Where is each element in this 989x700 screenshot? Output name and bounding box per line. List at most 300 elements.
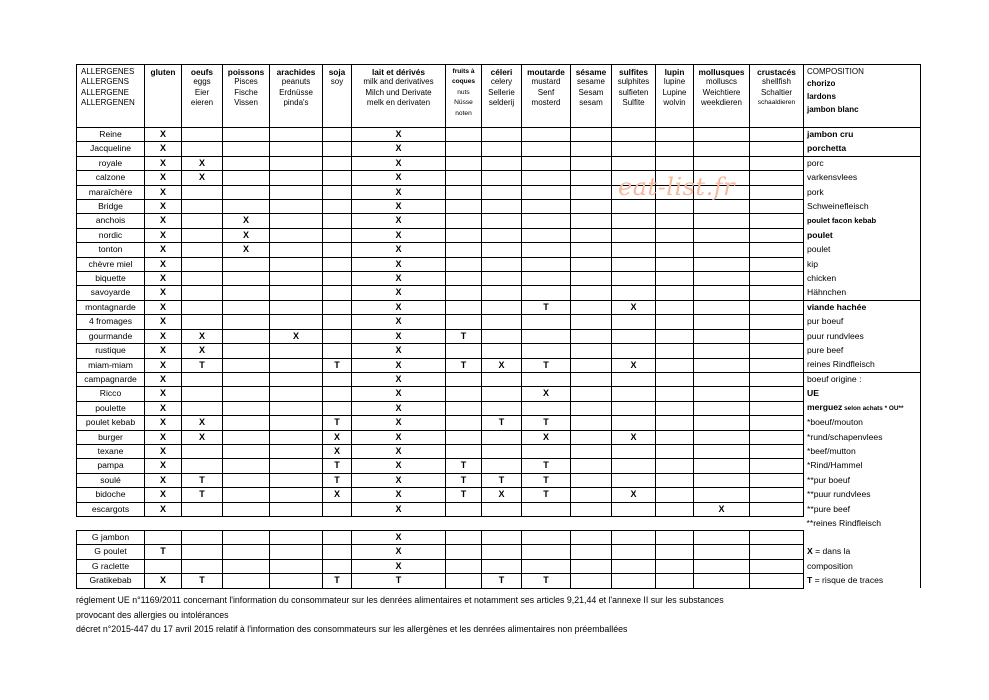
allergen-mark [612, 545, 656, 559]
product-name: royale [77, 156, 145, 170]
allergen-mark: T [182, 574, 223, 588]
allergen-mark [750, 502, 804, 516]
allergen-mark [270, 416, 323, 430]
composition-text: porchetta [807, 143, 847, 154]
allergen-mark: X [694, 502, 750, 516]
allergen-mark [522, 372, 571, 386]
allergen-mark [612, 387, 656, 401]
allergen-mark [656, 574, 694, 588]
allergen-header [522, 65, 571, 128]
allergen-mark [612, 257, 656, 271]
allergen-mark [750, 329, 804, 343]
legend-symbol: X [807, 546, 813, 557]
allergen-mark [482, 214, 522, 228]
product-name: anchois [77, 214, 145, 228]
allergen-mark [270, 128, 323, 142]
allergen-mark [694, 473, 750, 487]
product-name: soulé [77, 473, 145, 487]
composition-text: **pur boeuf [807, 474, 851, 485]
allergen-mark [323, 315, 352, 329]
allergen-translation: Fische [234, 87, 258, 97]
allergen-mark [571, 530, 612, 544]
product-name: calzone [77, 171, 145, 185]
composition-line [804, 214, 921, 228]
product-name: G poulet [77, 545, 145, 559]
spacer-cell [182, 516, 223, 530]
allergen-mark [750, 272, 804, 286]
allergen-mark [612, 272, 656, 286]
allergen-mark [482, 344, 522, 358]
allergen-mark [694, 257, 750, 271]
allergen-mark [571, 214, 612, 228]
allergen-translation: melk en derivaten [366, 98, 431, 108]
allergen-mark [270, 530, 323, 544]
allergen-mark: T [323, 358, 352, 372]
allergen-mark [270, 156, 323, 170]
allergen-mark: X [482, 488, 522, 502]
product-row [77, 243, 921, 257]
allergen-mark: T [522, 574, 571, 588]
allergen-translation: nuts [457, 88, 470, 96]
note-line-3: décret n°2015-447 du 17 avril 2015 relatif à l'information des consommateurs sur les allergènes et les denrées alimentaires non préemballées [76, 624, 628, 635]
allergen-mark [656, 300, 694, 314]
composition-text: poulet [807, 244, 831, 255]
allergen-mark [270, 214, 323, 228]
product-name: rustique [77, 344, 145, 358]
allergen-mark: X [145, 502, 182, 516]
allergen-mark [750, 401, 804, 415]
allergen-translation: schaaldieren [757, 99, 796, 107]
allergen-mark [323, 142, 352, 156]
product-row [77, 142, 921, 156]
allergen-mark [656, 315, 694, 329]
allergen-mark [270, 344, 323, 358]
allergen-mark [182, 387, 223, 401]
allergen-mark [446, 387, 482, 401]
allergen-title: moutarde [527, 67, 565, 77]
allergen-mark: T [352, 574, 446, 588]
composition-line [804, 401, 921, 415]
composition-text: chicken [807, 273, 837, 284]
allergen-mark: X [352, 559, 446, 573]
allergen-mark [750, 214, 804, 228]
allergen-mark [750, 243, 804, 257]
allergen-mark: X [182, 430, 223, 444]
allergen-mark [323, 329, 352, 343]
allergen-mark [182, 257, 223, 271]
allergen-translation: Schaltier [760, 87, 793, 97]
allergen-mark [223, 128, 270, 142]
allergen-mark: X [145, 488, 182, 502]
allergen-mark [182, 444, 223, 458]
allergen-header [446, 65, 482, 128]
allergen-mark [223, 358, 270, 372]
allergen-mark [270, 200, 323, 214]
allergen-translation: mustard [531, 77, 561, 87]
allergen-mark: T [446, 358, 482, 372]
legend-line [804, 574, 921, 588]
allergen-mark: X [145, 574, 182, 588]
allergen-mark [446, 372, 482, 386]
allergen-mark [571, 444, 612, 458]
allergen-mark [750, 430, 804, 444]
allergen-mark [612, 344, 656, 358]
allergen-mark [694, 559, 750, 573]
allergen-translation: weekdieren [701, 98, 742, 108]
allergen-mark: X [352, 300, 446, 314]
allergen-mark [750, 315, 804, 329]
product-row [77, 272, 921, 286]
product-row [77, 387, 921, 401]
allergen-translation: Senf [537, 87, 555, 97]
allergen-mark [571, 257, 612, 271]
allergen-mark: X [145, 171, 182, 185]
allergen-mark [694, 358, 750, 372]
allergen-mark [223, 200, 270, 214]
allergen-mark: T [182, 473, 223, 487]
allergen-header [323, 65, 352, 128]
allergen-mark [522, 401, 571, 415]
allergen-mark: X [145, 243, 182, 257]
allergen-mark: X [182, 156, 223, 170]
product-row [77, 530, 921, 544]
allergen-mark [270, 387, 323, 401]
allergen-mark [223, 185, 270, 199]
allergen-translation: celery [490, 77, 513, 87]
allergen-mark [612, 315, 656, 329]
product-name: montagnarde [77, 300, 145, 314]
allergen-mark [656, 200, 694, 214]
allergen-mark [750, 142, 804, 156]
allergen-mark: X [352, 286, 446, 300]
allergen-mark: X [270, 329, 323, 343]
product-row [77, 430, 921, 444]
allergen-mark [656, 156, 694, 170]
allergen-mark: X [182, 344, 223, 358]
composition-line [804, 315, 921, 329]
allergen-mark: X [352, 488, 446, 502]
allergen-mark: X [352, 372, 446, 386]
note-line-2: provocant des allergies ou intolérances [76, 609, 229, 620]
product-row [77, 185, 921, 199]
regulation-notes [76, 593, 836, 637]
allergen-mark [571, 315, 612, 329]
allergen-mark [656, 502, 694, 516]
composition-line [804, 516, 921, 530]
allergen-mark [446, 272, 482, 286]
allergen-mark [323, 300, 352, 314]
allergen-mark [482, 530, 522, 544]
allergen-mark [182, 300, 223, 314]
allergen-translation: Lupine [662, 87, 687, 97]
header-row [77, 65, 921, 128]
composition-line [804, 344, 921, 358]
allergen-mark: X [145, 329, 182, 343]
legend-line [804, 559, 921, 573]
allergen-mark: T [323, 416, 352, 430]
product-row [77, 473, 921, 487]
composition-text: kip [807, 258, 818, 269]
allergens-corner-header [77, 65, 145, 128]
allergen-mark [522, 286, 571, 300]
composition-text: varkensvlees [807, 172, 858, 183]
allergen-mark [656, 430, 694, 444]
allergen-mark [482, 559, 522, 573]
allergen-mark [571, 185, 612, 199]
allergen-title: lupin [664, 67, 685, 77]
allergen-mark [656, 530, 694, 544]
spacer-cell [612, 516, 656, 530]
allergen-mark: X [145, 372, 182, 386]
allergen-mark [182, 214, 223, 228]
spacer-cell [270, 516, 323, 530]
allergen-mark: X [145, 185, 182, 199]
allergen-mark: T [446, 329, 482, 343]
allergen-mark [182, 502, 223, 516]
allergen-mark [323, 372, 352, 386]
allergen-mark [482, 459, 522, 473]
allergen-mark [323, 530, 352, 544]
allergen-mark [571, 387, 612, 401]
allergen-translation: sesame [576, 77, 605, 87]
allergen-mark [446, 142, 482, 156]
allergen-mark [223, 344, 270, 358]
allergen-mark [522, 142, 571, 156]
allergen-mark [612, 372, 656, 386]
spacer-cell [656, 516, 694, 530]
allergen-mark [656, 358, 694, 372]
allergen-mark [656, 444, 694, 458]
product-name: 4 fromages [77, 315, 145, 329]
allergen-table [76, 64, 921, 589]
allergen-title: arachides [276, 67, 316, 77]
composition-line [804, 142, 921, 156]
allergen-mark [612, 459, 656, 473]
allergen-mark [694, 300, 750, 314]
allergen-mark: X [145, 214, 182, 228]
product-name: Gratikebab [77, 574, 145, 588]
allergen-mark: T [145, 545, 182, 559]
allergen-mark [694, 128, 750, 142]
allergen-mark [522, 329, 571, 343]
allergen-mark [571, 545, 612, 559]
allergen-translation: shellfish [762, 77, 791, 87]
allergen-mark [694, 142, 750, 156]
spacer-cell [750, 516, 804, 530]
allergen-translation: eggs [193, 77, 211, 87]
product-row [77, 372, 921, 386]
allergen-mark [656, 459, 694, 473]
allergen-mark: T [522, 488, 571, 502]
allergen-translation: eieren [190, 98, 214, 108]
allergen-translation: lupine [663, 77, 686, 87]
allergen-mark [223, 387, 270, 401]
allergen-mark: X [352, 185, 446, 199]
allergen-mark [270, 559, 323, 573]
product-name: Reine [77, 128, 145, 142]
allergen-mark [694, 488, 750, 502]
allergen-mark [612, 329, 656, 343]
product-row [77, 488, 921, 502]
allergen-mark [446, 315, 482, 329]
allergen-mark [571, 358, 612, 372]
spacer-cell [571, 516, 612, 530]
allergen-mark: X [145, 286, 182, 300]
allergen-mark: T [323, 574, 352, 588]
allergen-translation: pinda's [283, 98, 309, 108]
allergen-mark [482, 171, 522, 185]
allergen-title: oeufs [190, 67, 214, 77]
allergen-mark [223, 372, 270, 386]
legend-text: = risque de traces [812, 575, 884, 586]
allergen-mark [571, 344, 612, 358]
allergen-mark [694, 156, 750, 170]
allergen-mark [182, 185, 223, 199]
allergen-title: céleri [490, 67, 513, 77]
allergen-mark [270, 430, 323, 444]
allergen-mark [656, 488, 694, 502]
allergen-mark [694, 214, 750, 228]
composition-text: *rund/schapenvlees [807, 431, 883, 442]
corner-label: ALLERGENE [81, 87, 130, 97]
allergen-mark [145, 559, 182, 573]
allergen-mark [223, 171, 270, 185]
allergen-mark [446, 185, 482, 199]
allergen-mark [223, 142, 270, 156]
allergen-mark [270, 142, 323, 156]
allergen-mark: X [352, 344, 446, 358]
allergen-mark [446, 300, 482, 314]
allergen-mark [482, 200, 522, 214]
spacer-cell [482, 516, 522, 530]
composition-line [804, 358, 921, 372]
allergen-mark [522, 272, 571, 286]
product-name: nordic [77, 228, 145, 242]
composition-text: UE [807, 388, 819, 399]
allergen-mark [694, 286, 750, 300]
allergen-mark [522, 444, 571, 458]
composition-line [804, 387, 921, 401]
allergen-mark: X [612, 300, 656, 314]
allergen-mark [612, 286, 656, 300]
allergen-mark [446, 344, 482, 358]
allergen-mark [750, 459, 804, 473]
allergen-mark: X [145, 401, 182, 415]
composition-line [804, 329, 921, 343]
allergen-mark: X [352, 156, 446, 170]
composition-text: porc [807, 158, 824, 169]
allergen-translation: wolvin [663, 98, 686, 108]
allergen-mark [571, 128, 612, 142]
allergen-mark [323, 559, 352, 573]
allergen-mark [270, 574, 323, 588]
allergen-mark [522, 185, 571, 199]
allergen-mark [656, 228, 694, 242]
allergen-mark [482, 444, 522, 458]
product-name: burger [77, 430, 145, 444]
allergen-mark [656, 257, 694, 271]
allergen-mark: X [352, 473, 446, 487]
note-line-1: réglement UE n°1169/2011 concernant l'information du consommateur sur les denrées alimentaires et notamment ses articles 9,21,44 et l'annexe II sur les substances [76, 595, 724, 605]
allergen-mark: X [352, 315, 446, 329]
allergen-mark: X [352, 243, 446, 257]
product-name: G raclette [77, 559, 145, 573]
product-row [77, 257, 921, 271]
allergen-mark [694, 530, 750, 544]
allergen-mark [571, 171, 612, 185]
allergen-mark: X [352, 430, 446, 444]
allergen-mark: T [446, 488, 482, 502]
allergen-mark [446, 200, 482, 214]
allergen-mark [270, 315, 323, 329]
product-name: poulet kebab [77, 416, 145, 430]
allergen-mark [482, 401, 522, 415]
allergen-translation: Pisces [234, 77, 258, 87]
allergen-mark [750, 559, 804, 573]
allergen-mark [571, 142, 612, 156]
composition-text: Schweinefleisch [807, 201, 869, 212]
allergen-mark: X [612, 430, 656, 444]
allergen-mark: X [522, 387, 571, 401]
allergen-mark: X [352, 142, 446, 156]
allergen-mark: X [145, 257, 182, 271]
allergen-mark: T [323, 473, 352, 487]
allergen-mark [571, 416, 612, 430]
allergen-header [145, 65, 182, 128]
product-name: biquette [77, 272, 145, 286]
allergen-mark [223, 329, 270, 343]
allergen-mark [323, 545, 352, 559]
allergen-mark [223, 559, 270, 573]
allergen-mark [750, 488, 804, 502]
allergen-mark: X [182, 329, 223, 343]
allergen-mark [482, 185, 522, 199]
allergen-mark [750, 530, 804, 544]
allergen-mark [446, 171, 482, 185]
allergen-mark [694, 228, 750, 242]
allergen-translation: Sellerie [488, 87, 515, 97]
allergen-mark [522, 171, 571, 185]
composition-title: COMPOSITION [807, 67, 864, 76]
allergen-mark [182, 559, 223, 573]
allergen-title: gluten [150, 67, 176, 77]
composition-text: pork [807, 186, 824, 197]
allergen-title: lait et dérivés [371, 67, 426, 77]
allergen-mark [571, 300, 612, 314]
product-name: G jambon [77, 530, 145, 544]
allergen-mark [182, 142, 223, 156]
composition-text: **puur rundvlees [807, 489, 871, 500]
watermark: eat-list.fr [618, 173, 736, 201]
allergen-mark [323, 185, 352, 199]
allergen-mark: X [352, 128, 446, 142]
allergen-mark [750, 473, 804, 487]
allergen-title: mollusques [698, 67, 745, 77]
allergen-mark [612, 228, 656, 242]
allergen-mark: X [352, 329, 446, 343]
allergen-mark [182, 243, 223, 257]
allergen-mark [522, 502, 571, 516]
composition-line [804, 300, 921, 314]
allergen-mark [223, 545, 270, 559]
allergen-mark [482, 286, 522, 300]
allergen-mark [223, 257, 270, 271]
allergen-mark [612, 502, 656, 516]
allergen-mark [446, 530, 482, 544]
allergen-mark [750, 344, 804, 358]
allergen-mark [571, 286, 612, 300]
corner-label: ALLERGENEN [81, 98, 135, 108]
